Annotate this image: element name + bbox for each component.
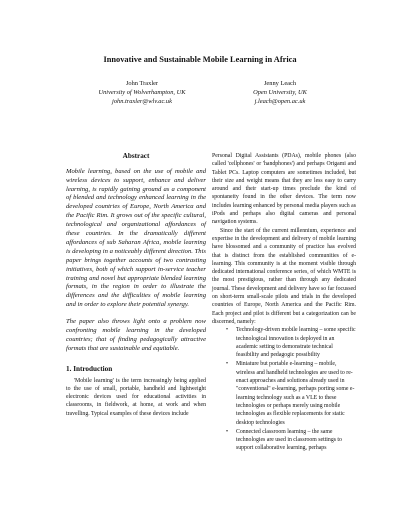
author-name: Jenny Leach	[263, 80, 297, 87]
body-paragraph: Personal Digital Assistants (PDAs), mobile phones (also called 'cellphones' or 'handphones') and perhaps Origami and Tablet PCs. Laptop computers are sometimes included, but their size and weight means that they are less easy to carry around and their start-up times preclude the kind of spontaneity found in the other devices. The term now includes learning enhanced by personal media players such as iPods and perhaps also digital cameras and personal navigation systems.	[212, 153, 356, 226]
paper-title: Innovative and Sustainable Mobile Learning in Africa	[103, 55, 297, 64]
list-item-text: Miniature but portable e-learning – mobile, wireless and handheld technologies are used to re-enact approaches and solutions already used in "conventional" e-learning, perhaps porting some e-learning technology such as a VLE to these technologies or perhaps merely using mobile technologies as flexible replacements for static desktop technologies	[236, 361, 355, 426]
left-column	[66, 152, 206, 418]
introduction-section	[66, 365, 206, 418]
list-item-text: Technology-driven mobile learning – some specific technological innovation is deployed in an academic setting to demonstrate technical feasibility and pedagogic possibility	[236, 327, 356, 359]
bullet-icon: •	[226, 327, 229, 334]
list-item	[226, 360, 356, 426]
abstract-heading: Abstract	[122, 152, 150, 160]
bullet-icon: •	[226, 428, 229, 435]
abstract-section	[66, 152, 206, 354]
abstract-paragraph: Mobile learning, based on the use of mobile and wireless devices to support, enhance and deliver learning, is rapidly gaining ground as a component of blended and technology enhanced learning in the developed countries of Europe, North America and the Pacific Rim. It grows out of the specific cultural, technological and organizational affordances of these countries. In the dramatically different affordances of sub Saharan Africa, mobile learning is developing in a noticeably different direction. This paper brings together accounts of two contrasting initiatives, both of which support in-service teacher training and novel but appropriate blended learning formats, in the region in order to illustrate the differences and the difficulties of mobile learning and in order to explore their potential synergy.	[66, 167, 206, 309]
list-item	[226, 326, 356, 359]
author-institution: Open University, UK	[253, 89, 307, 96]
list-item-text: Connected classroom learning – the same technologies are used in classroom settings to support collaborative learning, perhaps	[236, 428, 342, 452]
author-name: John Traxler	[125, 80, 159, 87]
list-item	[226, 428, 356, 453]
author-institution: University of Wolverhampton, UK	[98, 89, 186, 96]
bullet-icon: •	[226, 361, 229, 368]
abstract-paragraph: The paper also throws light onto a problem now confronting mobile learning in the developed countries; that of finding pedagogically attractive formats that are sustainable and equitable.	[66, 318, 206, 352]
body-paragraph: Since the start of the current millennium, experience and expertise in the development and delivery of mobile learning have blossomed and a community of practice has evolved that is distinct from the established communities of e-learning. This community is at the moment visible through dedicated international conference series, of which WMTE is the most prestigious, rather than through any dedicated journal. These development and delivery have so far focussed on short-term small-scale pilots and trials in the developed countries of Europe, North America and the Pacific Rim. Each project and pilot is different but a categorization can be discerned, namely:	[212, 227, 356, 325]
author-block-2	[180, 79, 380, 106]
section-heading: 1. Introduction	[66, 364, 113, 373]
author-email: john.traxler@wlv.ac.uk	[112, 98, 172, 105]
body-paragraph: 'Mobile learning' is the term increasingly being applied to the use of small, portable, handheld and lightweight electronic devices used for educational activities in classrooms, in fieldwork, at home, at work and when travelling. Typical examples of these devices include	[66, 377, 206, 417]
author-email: j.leach@open.ac.uk	[254, 98, 306, 105]
bullet-list	[212, 326, 356, 452]
right-column	[212, 152, 356, 454]
